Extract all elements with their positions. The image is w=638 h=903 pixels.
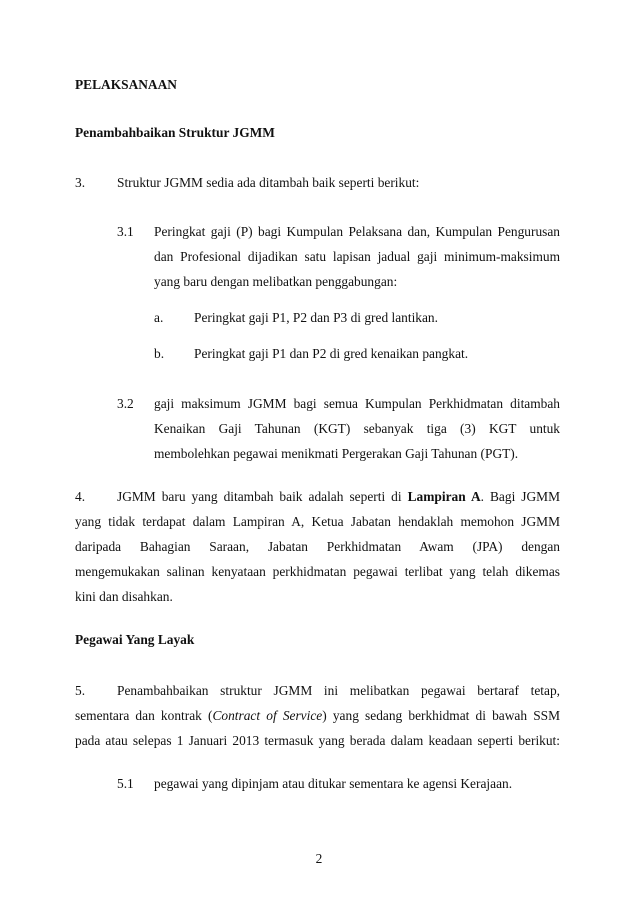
para-4-text-pre: JGMM baru yang ditambah baik adalah seperti di	[117, 489, 408, 504]
para-5-number: 5.	[75, 683, 86, 698]
para-5-1-text: pegawai yang dipinjam atau ditukar sementara ke agensi Kerajaan.	[154, 776, 513, 791]
para-3-1-line: Peringkat gaji (P) bagi Kumpulan Pelaksana dan, Kumpulan Pengurusan	[154, 224, 560, 239]
para-4-text-post: . Bagi JGMM	[480, 489, 560, 504]
contract-of-service-term: Contract of Service	[212, 708, 323, 723]
item-b-text: Peringkat gaji P1 dan P2 di gred kenaikan pangkat.	[194, 346, 469, 361]
para-4-first-line-text	[117, 484, 560, 509]
para-3-text: Struktur JGMM sedia ada ditambah baik seperti berikut:	[117, 175, 420, 190]
para-3-2-line: membolehkan pegawai menikmati Pergerakan Gaji Tahunan (PGT).	[154, 446, 519, 461]
para-4-line: daripada Bahagian Saraan, Jabatan Perkhidmatan Awam (JPA) dengan	[75, 539, 560, 554]
para-3-2-line: gaji maksimum JGMM bagi semua Kumpulan Perkhidmatan ditambah	[154, 396, 560, 411]
subheading-penambahbaikan: Penambahbaikan Struktur JGMM	[75, 125, 275, 140]
para-4-first-line	[75, 484, 560, 509]
para-5	[75, 678, 560, 753]
para-5-text-pre: sementara dan kontrak (	[75, 708, 213, 723]
item-a-letter: a.	[154, 310, 164, 325]
para-3-1-text	[154, 219, 560, 294]
para-3-number: 3.	[75, 175, 86, 190]
para-5-line-1: Penambahbaikan struktur JGMM ini melibatkan pegawai bertaraf tetap,	[117, 683, 560, 698]
section-heading: PELAKSANAAN	[75, 77, 177, 92]
para-3-2-line: Kenaikan Gaji Tahunan (KGT) sebanyak tiga (3) KGT untuk	[154, 421, 560, 436]
para-3-1-line: yang baru dengan melibatkan penggabungan:	[154, 274, 398, 289]
lampiran-a-reference: Lampiran A	[407, 489, 481, 504]
para-3-1-line: dan Profesional dijadikan satu lapisan jadual gaji minimum-maksimum	[154, 249, 560, 264]
para-5-line-2	[75, 703, 560, 728]
para-3-2-text	[154, 391, 560, 466]
para-5-text-post: ) yang sedang berkhidmat di bawah SSM	[322, 708, 561, 723]
item-b-letter: b.	[154, 346, 165, 361]
subheading-pegawai-layak: Pegawai Yang Layak	[75, 632, 195, 647]
para-5-1-number: 5.1	[117, 776, 134, 791]
page-number: 2	[315, 851, 323, 866]
para-4	[75, 484, 560, 609]
para-3-1-number: 3.1	[117, 224, 134, 239]
para-4-line: yang tidak terdapat dalam Lampiran A, Ketua Jabatan hendaklah memohon JGMM	[75, 514, 560, 529]
item-a-text: Peringkat gaji P1, P2 dan P3 di gred lantikan.	[194, 310, 438, 325]
para-4-line: kini dan disahkan.	[75, 589, 173, 604]
para-4-number: 4.	[75, 489, 86, 504]
para-4-line: mengemukakan salinan kenyataan perkhidmatan pegawai terlibat yang telah dikemas	[75, 564, 560, 579]
para-5-first-line	[75, 678, 560, 703]
para-5-line-3: pada atau selepas 1 Januari 2013 termasuk yang berada dalam keadaan seperti berikut:	[75, 733, 560, 748]
para-3-2-number: 3.2	[117, 396, 134, 411]
